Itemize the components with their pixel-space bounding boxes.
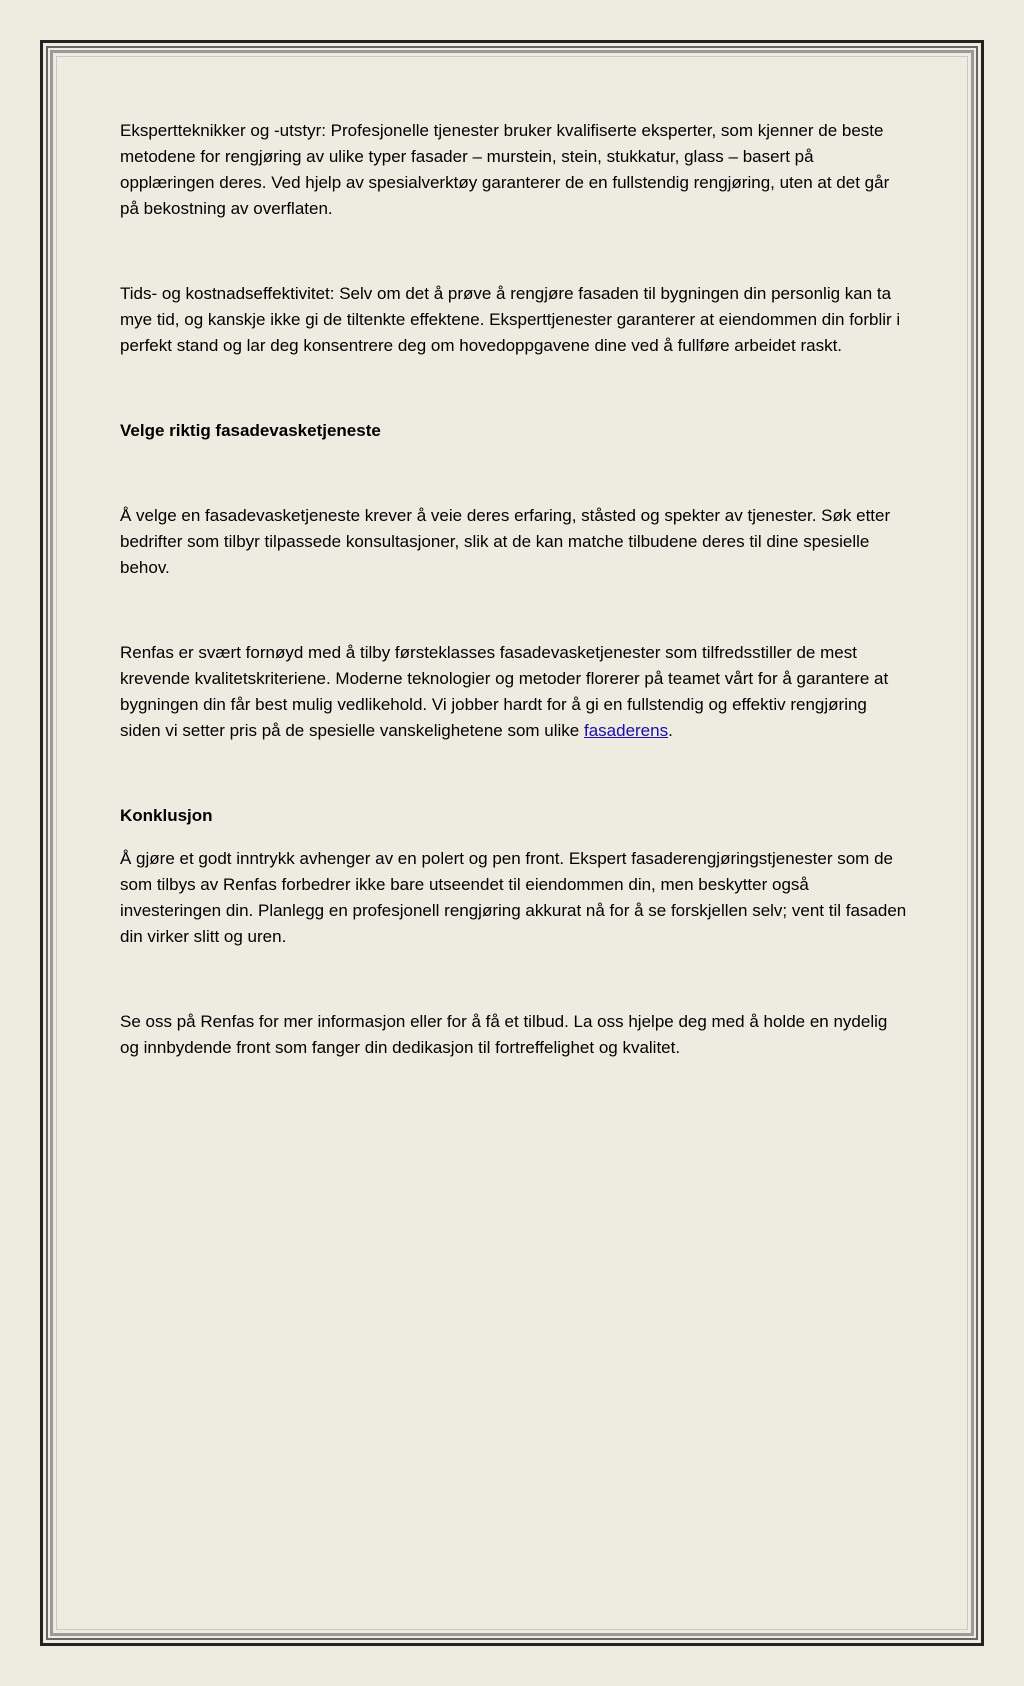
- paragraph-conclusion: Å gjøre et godt inntrykk avhenger av en polert og pen front. Ekspert fasaderengjøringstjenester som de som tilbys av Renfas forbedrer ikke bare utseendet til eiendommen din, men beskytter også investeringen din. Planlegg en profesjonell rengjøring akkurat nå for å se forskjellen selv; vent til fasaden din virker slitt og uren.: [120, 849, 907, 946]
- heading-conclusion: Konklusjon: [120, 806, 213, 825]
- heading-choose-service: Velge riktig fasadevasketjeneste: [120, 421, 381, 440]
- paragraph-choose-service: Å velge en fasadevasketjeneste krever å veie deres erfaring, ståsted og spekter av tjenester. Søk etter bedrifter som tilbyr tilpassede konsultasjoner, slik at de kan matche tilbudene deres til dine spesielle behov.: [120, 506, 891, 577]
- paragraph-closing: Se oss på Renfas for mer informasjon eller for å få et tilbud. La oss hjelpe deg med å holde en nydelig og innbydende front som fanger din dedikasjon til fortreffelighet og kvalitet.: [120, 1012, 888, 1057]
- fasaderens-link[interactable]: fasaderens: [583, 721, 669, 740]
- paragraph-renfas-end: .: [668, 721, 673, 740]
- paragraph-renfas-text: Renfas er svært fornøyd med å tilby førsteklasses fasadevasketjenester som tilfredsstiller de mest krevende kvalitetskriteriene. Moderne teknologier og metoder florerer på teamet vårt for å garantere at bygningen din får best mulig vedlikehold. Vi jobber hardt for å gi en fullstendig og effektiv rengjøring siden vi setter pris på de spesielle vanskelighetene som ulike: [120, 643, 889, 740]
- paragraph-expert-techniques: Ekspertteknikker og -utstyr: Profesjonelle tjenester bruker kvalifiserte eksperter, som kjenner de beste metodene for rengjøring av ulike typer fasader – murstein, stein, stukkatur, glass – basert på opplæringen deres. Ved hjelp av spesialverktøy garanterer de en fullstendig rengjøring, uten at det går på bekostning av overflaten.: [120, 121, 890, 218]
- paragraph-time-cost: Tids- og kostnadseffektivitet: Selv om det å prøve å rengjøre fasaden til bygningen din personlig kan ta mye tid, og kanskje ikke gi de tiltenkte effektene. Eksperttjenester garanterer at eiendommen din forblir i perfekt stand og lar deg konsentrere deg om hovedoppgavene dine ved å fullføre arbeidet raskt.: [120, 284, 901, 355]
- document-body: [120, 118, 910, 1061]
- paragraph-renfas: [120, 640, 910, 744]
